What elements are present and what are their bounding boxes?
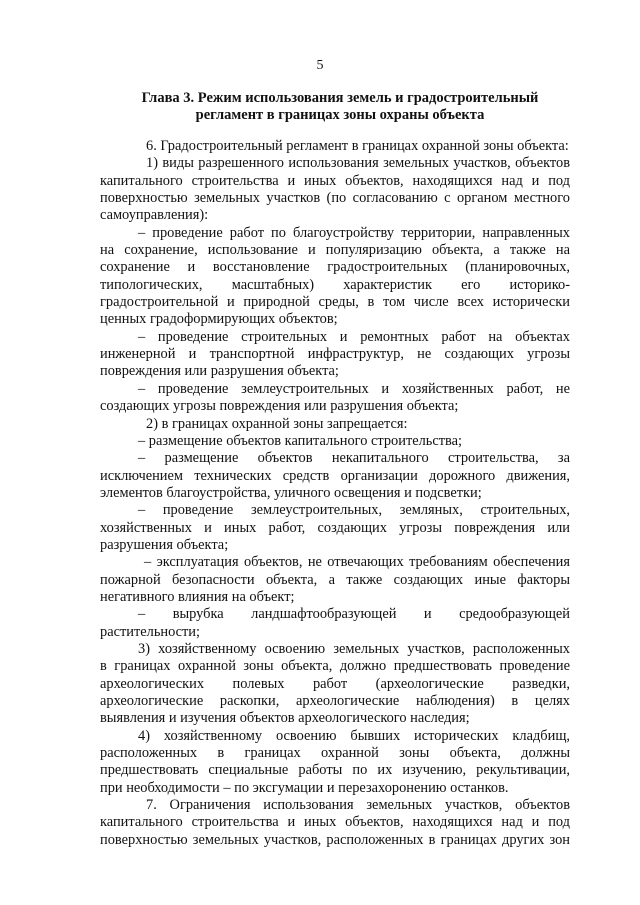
text-line: исключением технических средств организации дорожного движения, <box>100 467 570 484</box>
page-number: 5 <box>316 58 324 73</box>
text-line: пожарной безопасности объекта, а также создающих иные факторы <box>100 571 570 588</box>
text-line: поверхностью земельных участков (по согласованию с органом местного <box>100 190 570 207</box>
text-line: расположенных в границах охранной зоны объекта, должны <box>100 745 570 762</box>
text-line: при необходимости – по эксгумации и перезахоронению останков. <box>100 779 509 796</box>
text-line: 3) хозяйственному освоению земельных участков, расположенных <box>138 640 570 657</box>
text-line: самоуправления): <box>100 207 209 224</box>
text-line: – проведение землеустроительных, земляных, строительных, <box>138 502 570 519</box>
chapter-heading-line-2: регламент в границах зоны охраны объекта <box>195 107 485 123</box>
text-line: археологических полевых работ (археологические разведки, <box>100 675 570 692</box>
text-line: – вырубка ландшафтообразующей и средообразующей <box>138 606 570 623</box>
text-line: 1) виды разрешенного использования земельных участков, объектов <box>146 155 570 172</box>
text-line: капитального строительства и иных объектов, находящихся над и под <box>100 172 570 189</box>
text-line: выявления и изучения объектов археологического наследия; <box>100 710 470 727</box>
text-line: негативного влияния на объект; <box>100 588 295 605</box>
chapter-heading <box>100 90 580 124</box>
text-line: капитального строительства и иных объектов, находящихся над и под <box>100 814 570 831</box>
text-line: растительности; <box>100 623 201 640</box>
text-line: археологические раскопки, археологические наблюдения) в целях <box>100 693 570 709</box>
text-line: типологических, масштабных) характеристик его историко- <box>100 276 570 293</box>
text-line: элементов благоустройства, уличного освещения и подсветки; <box>100 484 482 501</box>
text-line: – проведение строительных и ремонтных работ на объектах <box>138 328 570 345</box>
text-line: создающих угрозы повреждения или разрушения объекта; <box>100 398 459 415</box>
document-body <box>100 138 570 849</box>
text-line: повреждения или разрушения объекта; <box>100 363 339 380</box>
text-line: градостроительной и природной среды, в том числе всех исторически <box>100 294 570 311</box>
text-line: 4) хозяйственному освоению бывших исторических кладбищ, <box>138 727 570 744</box>
text-line: хозяйственных и иных работ, создающих угрозы повреждения или <box>100 519 570 536</box>
text-line: – размещение объектов некапитального строительства, за <box>138 450 570 467</box>
text-line: инженерной и транспортной инфраструктур, не создающих угрозы <box>100 346 570 363</box>
text-line: разрушения объекта; <box>100 536 229 553</box>
text-line: – эксплуатация объектов, не отвечающих требованиям обеспечения <box>144 554 570 571</box>
text-line: сохранение и восстановление градостроительных (планировочных, <box>100 259 570 276</box>
text-line: 6. Градостроительный регламент в границах охранной зоны объекта: <box>146 138 569 154</box>
text-line: – проведение землеустроительных и хозяйственных работ, не <box>138 380 570 397</box>
text-line: – размещение объектов капитального строительства; <box>138 432 463 449</box>
text-line: поверхностью земельных участков, расположенных в границах других зон <box>100 831 570 848</box>
text-line: ценных градоформирующих объектов; <box>100 311 338 328</box>
text-line: предшествовать специальные работы по их изучению, рекультивации, <box>100 762 570 779</box>
text-line: 2) в границах охранной зоны запрещается: <box>146 415 408 432</box>
text-line: на сохранение, использование и популяризацию объекта, а также на <box>100 242 570 259</box>
chapter-heading-line-1: Глава 3. Режим использования земель и градостроительный <box>141 90 539 106</box>
text-line: 7. Ограничения использования земельных участков, объектов <box>146 797 570 814</box>
text-line: – проведение работ по благоустройству территории, направленных <box>138 224 570 241</box>
text-line: в границах охранной зоны объекта, должно предшествовать проведение <box>100 658 570 675</box>
